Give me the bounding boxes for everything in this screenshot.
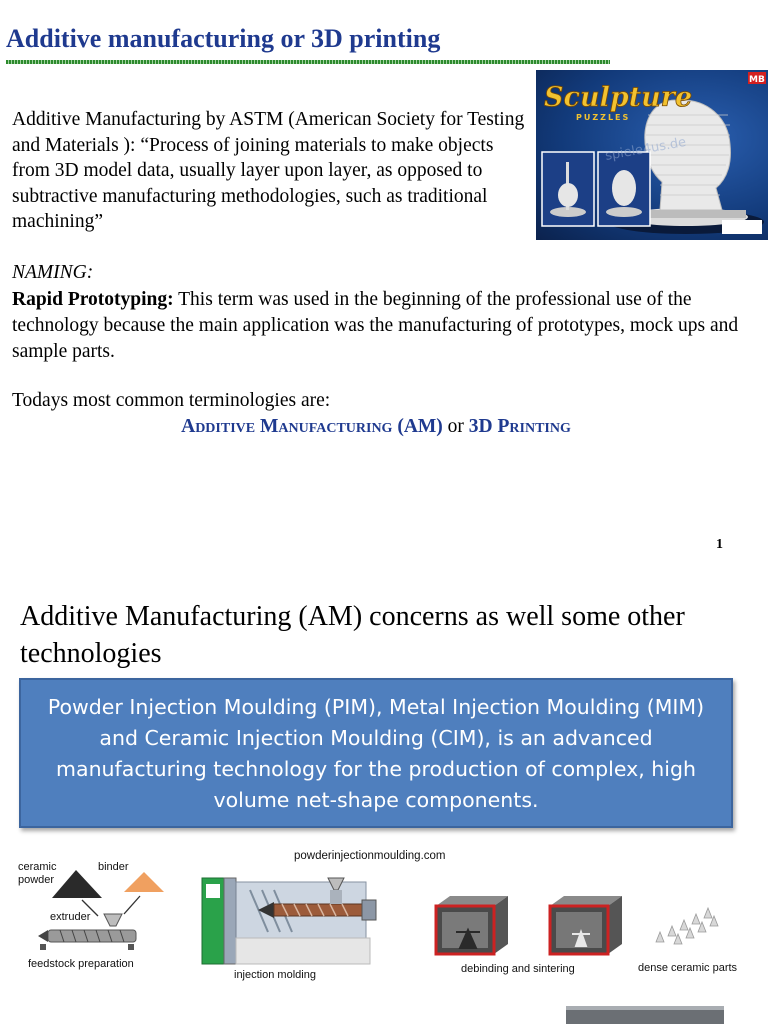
sculpture-puzzle-image <box>536 70 768 240</box>
maker-badge: MB <box>749 75 765 85</box>
brand-subtitle: PUZZLES <box>576 113 631 122</box>
terminology-intro: Todays most common terminologies are: <box>12 390 331 411</box>
label-dense-parts: dense ceramic parts <box>638 962 738 974</box>
label-feedstock: feedstock preparation <box>28 958 134 970</box>
term-additive-manufacturing: Additive Manufacturing (AM) <box>181 416 443 437</box>
binder-pile <box>124 872 164 892</box>
label-debinding: debinding and sintering <box>461 963 575 975</box>
naming-label: NAMING: <box>12 262 94 283</box>
terminology-line <box>0 416 752 438</box>
term-3d-printing: 3D Printing <box>468 416 571 437</box>
rapid-prototyping-term: Rapid Prototyping: <box>12 289 174 310</box>
diagram-source: powderinjectionmoulding.com <box>294 850 446 862</box>
brand-title: Sculpture <box>544 82 693 113</box>
label-injection: injection molding <box>234 969 316 981</box>
label-binder: binder <box>98 861 129 873</box>
debinding-furnace <box>436 896 508 954</box>
pim-description-box: Powder Injection Moulding (PIM), Metal Injection Moulding (MIM) and Ceramic Injection Moulding (CIM), is an advanced manufacturing technology for the production of complex, high volume net-shape components. <box>19 678 733 828</box>
label-extruder: extruder <box>50 911 91 923</box>
title-underline <box>6 60 610 64</box>
ceramic-powder-pile <box>52 870 102 898</box>
page-number: 1 <box>716 537 723 552</box>
rapid-prototyping-text: This term was used in the beginning of the professional use of the technology because the main application was the manufacturing of prototypes, mock ups and sample parts. <box>12 289 739 362</box>
ceramic-parts <box>656 908 718 944</box>
label-powder: powder <box>18 874 55 886</box>
slide-2-heading: Additive Manufacturing (AM) concerns as well some other technologies <box>20 601 685 669</box>
astm-definition: Additive Manufacturing by ASTM (American Society for Testing and Materials ): “Process of joining materials to make objects from 3D model data, usually layer upon layer, as opposed to subtractive manufacturing methodologies, such as traditional machining” <box>12 109 525 232</box>
term-or: or <box>442 416 469 437</box>
watermark-text: spiele4us.de <box>604 134 688 164</box>
slide-title: Additive manufacturing or 3D printing <box>6 24 441 53</box>
pim-process-diagram <box>0 840 768 1024</box>
sculpture-illustration <box>536 70 768 240</box>
rapid-prototyping-paragraph <box>12 287 747 365</box>
sintering-furnace <box>550 896 622 954</box>
label-ceramic: ceramic <box>18 861 57 873</box>
process-diagram-svg <box>0 840 768 1024</box>
